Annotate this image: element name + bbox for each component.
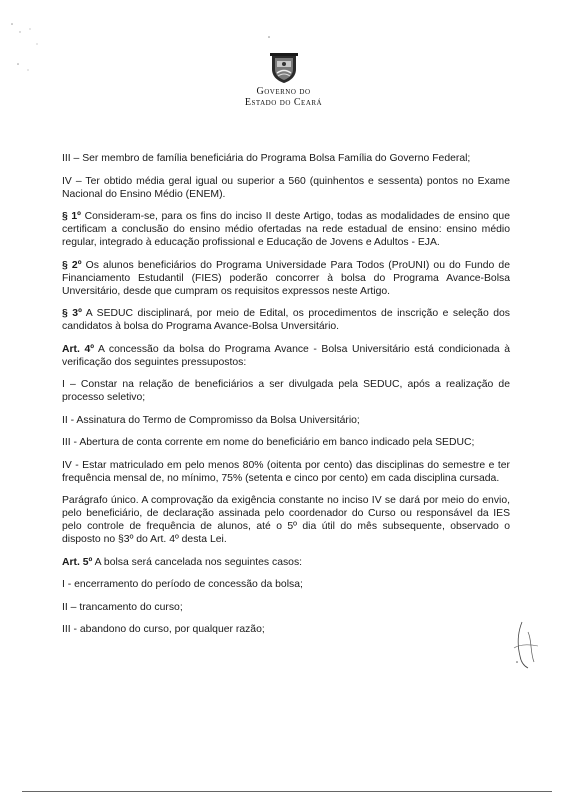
handwritten-rubric [508,618,548,674]
article-marker: Art. 4º [62,343,95,355]
paragraph-article-4: Art. 4º A concessão da bolsa do Programa Avance - Bolsa Universitário está condicionada à verificação dos seguintes pressupostos: [62,343,511,368]
paragraph-art5-inciso-ii: II – trancamento do curso; [62,601,183,613]
paragraph-section-1: § 1º Consideram-se, para os fins do inciso II deste Artigo, todas as modalidades de ensino que certificam a conclusão do ensino médio ofertadas na rede estadual de ensino: ensino médio regular, integrado à educação profissional e Educação de Jovens e Adultos - EJA. [62,211,510,248]
section-marker: § 1º [62,211,81,222]
article-marker: Art. 5º [62,556,93,568]
paragraph-art5-inciso-iii: III - abandono do curso, por qualquer razão; [62,624,265,635]
paragraph-art5-inciso-i: I - encerramento do período de concessão da bolsa; [62,579,303,590]
state-title: Estado do Ceará [244,97,323,108]
letterhead [0,52,567,108]
paragraph-sole: Parágrafo único. A comprovação da exigência constante no inciso IV se dará por meio do envio, pelo beneficiário, de declaração assinada pelo coordenador do Curso ou responsável da IES pelo controle de frequência de alunos, até o 5º dia útil do mês subsequente, observado o disposto no §3º do Art. 4º desta Lei. [62,495,510,545]
paragraph-section-3: § 3º A SEDUC disciplinará, por meio de Edital, os procedimentos de inscrição e seleção dos candidatos à bolsa do Programa Avance-Bolsa Unversitário. [62,308,510,332]
paragraph-art4-inciso-iii: III - Abertura de conta corrente em nome do beneficiário em banco indicado pela SEDUC; [62,437,475,448]
ceara-coat-of-arms-icon [268,52,300,84]
paragraph-article-5: Art. 5º A bolsa será cancelada nos seguintes casos: [62,556,303,568]
scan-speck-top [266,34,272,40]
paragraph-art4-inciso-ii: II - Assinatura do Termo de Compromisso da Bolsa Universitário; [62,414,360,426]
document-body [62,152,510,646]
paragraph-art4-inciso-iv: IV - Estar matriculado em pelo menos 80% (oitenta por cento) das disciplinas do semestre e ter frequência mensal de, no mínimo, 75% (setenta e cinco por cento) em cada disciplina cursada. [62,459,510,484]
footer-rule [22,791,552,792]
paragraph-inciso-iv: IV – Ter obtido média geral igual ou superior a 560 (quinhentos e sessenta) pontos no Exame Nacional do Ensino Médio (ENEM). [62,175,510,200]
government-title: Governo do [256,86,311,97]
paragraph-section-2: § 2º Os alunos beneficiários do Programa Universidade Para Todos (ProUNI) ou do Fundo de Financiamento Estudantil (FIES) poderão concorrer à bolsa do Programa Avance-Bolsa Unversitário, desde que cumpram os requisitos expressos neste Artigo. [62,259,510,297]
paragraph-art4-inciso-i: I – Constar na relação de beneficiários a ser divulgada pela SEDUC, após a realização de processo seletivo; [62,379,510,403]
section-marker: § 2º [62,259,82,271]
section-marker: § 3º [62,308,82,319]
paragraph-inciso-iii: III – Ser membro de família beneficiária do Programa Bolsa Família do Governo Federal; [62,153,471,164]
